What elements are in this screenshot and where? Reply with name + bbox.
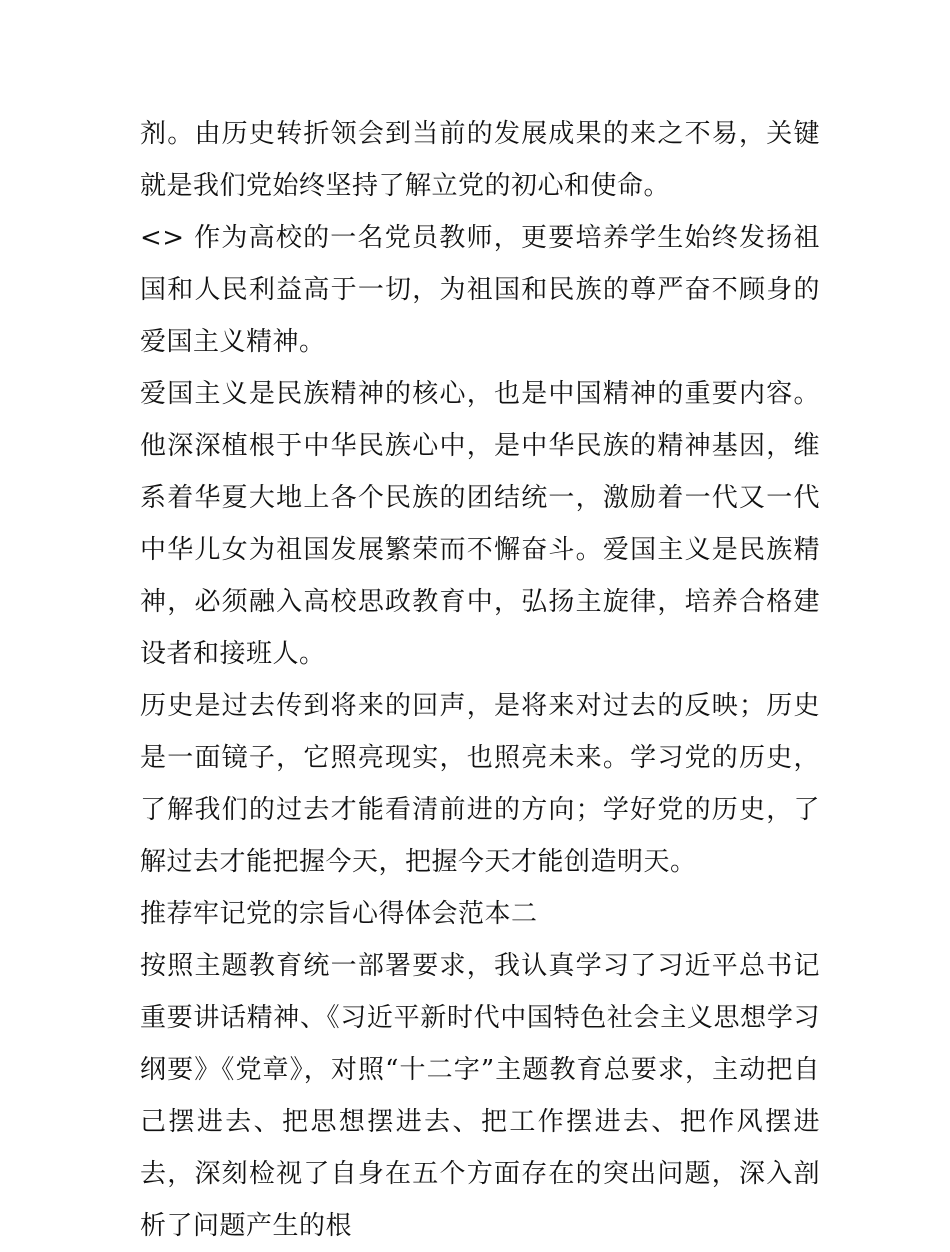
paragraph-history-mirror: 历史是过去传到将来的回声，是将来对过去的反映；历史是一面镜子，它照亮现实，也照亮未来。学习党的历史，了解我们的过去才能看清前进的方向；学好党的历史，了解过去才能把握今天，把握今天才能创造明天。 — [140, 691, 820, 877]
paragraph-history-turning-point: 剂。由历史转折领会到当前的发展成果的来之不易，关键就是我们党始终坚持了解立党的初心和使命。 — [140, 119, 820, 201]
paragraph-party-teacher: <> 作为高校的一名党员教师，更要培养学生始终发扬祖国和人民利益高于一切，为祖国和民族的尊严奋不顾身的爱国主义精神。 — [140, 223, 820, 357]
document-body — [140, 108, 820, 1252]
section-heading: 推荐牢记党的宗旨心得体会范本二 — [140, 899, 538, 929]
paragraph-theme-education: 按照主题教育统一部署要求，我认真学习了习近平总书记重要讲话精神、《习近平新时代中国特色社会主义思想学习纲要》《党章》，对照“十二字”主题教育总要求，主动把自己摆进去、把思想摆进去、把工作摆进去、把作风摆进去，深刻检视了自身在五个方面存在的突出问题，深入剖析了问题产生的根 — [140, 951, 820, 1241]
paragraph-patriotism: 爱国主义是民族精神的核心，也是中国精神的重要内容。他深深植根于中华民族心中，是中华民族的精神基因，维系着华夏大地上各个民族的团结统一，激励着一代又一代中华儿女为祖国发展繁荣而不懈奋斗。爱国主义是民族精神，必须融入高校思政教育中，弘扬主旋律，培养合格建设者和接班人。 — [140, 379, 820, 669]
